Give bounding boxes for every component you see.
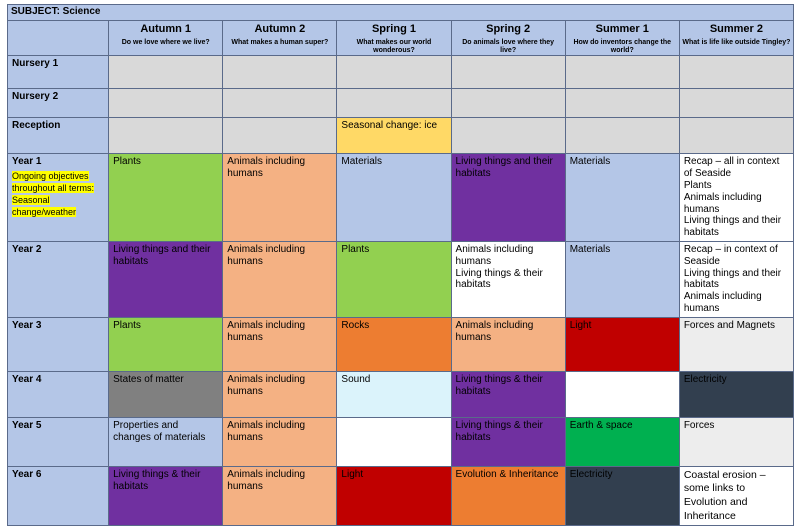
year-row bbox=[8, 466, 794, 526]
topic-cell bbox=[679, 89, 793, 118]
term-header bbox=[223, 21, 337, 56]
term-topic-question: What makes a human super? bbox=[231, 38, 329, 46]
topic-cell: Animals including humans Living things & their habitats bbox=[451, 241, 565, 317]
topic-cell: Light bbox=[565, 317, 679, 371]
topic-cell bbox=[109, 56, 223, 89]
topic-cell: Light bbox=[337, 466, 451, 526]
year-label: Year 5 bbox=[12, 419, 42, 431]
topic-cell bbox=[565, 371, 679, 417]
year-row bbox=[8, 417, 794, 466]
year-row bbox=[8, 118, 794, 154]
topic-cell: Living things and their habitats bbox=[109, 241, 223, 317]
term-topic-question: How do inventors change the world? bbox=[573, 38, 672, 54]
topic-cell bbox=[679, 118, 793, 154]
topic-cell bbox=[337, 417, 451, 466]
year-label-cell bbox=[8, 317, 109, 371]
topic-cell bbox=[223, 56, 337, 89]
topic-cell bbox=[223, 89, 337, 118]
term-topic-question: What makes our world wonderous? bbox=[356, 38, 432, 54]
topic-cell bbox=[109, 89, 223, 118]
science-curriculum-table bbox=[7, 4, 794, 526]
topic-cell: Materials bbox=[565, 241, 679, 317]
term-name: Summer 2 bbox=[709, 23, 764, 35]
year-label-cell bbox=[8, 417, 109, 466]
year-label-cell bbox=[8, 154, 109, 242]
topic-cell bbox=[679, 56, 793, 89]
topic-cell bbox=[565, 89, 679, 118]
topic-cell: Coastal erosion – some links to Evolution and Inheritance bbox=[679, 466, 793, 526]
year-label-cell bbox=[8, 466, 109, 526]
term-header bbox=[337, 21, 451, 56]
year-row bbox=[8, 154, 794, 242]
term-header bbox=[451, 21, 565, 56]
topic-cell: Animals including humans bbox=[223, 241, 337, 317]
ongoing-objectives-note: Ongoing objectives throughout all terms: Seasonal change/weather bbox=[12, 171, 95, 217]
year-row bbox=[8, 371, 794, 417]
topic-cell: Animals including humans bbox=[223, 371, 337, 417]
topic-cell: Forces and Magnets bbox=[679, 317, 793, 371]
term-name: Autumn 1 bbox=[140, 23, 192, 35]
topic-cell: Earth & space bbox=[565, 417, 679, 466]
topic-cell bbox=[337, 56, 451, 89]
year-row bbox=[8, 89, 794, 118]
term-topic-question: What is life like outside Tingley? bbox=[682, 38, 791, 46]
topic-cell bbox=[565, 118, 679, 154]
topic-cell: Evolution & Inheritance bbox=[451, 466, 565, 526]
topic-cell: Animals including humans bbox=[223, 466, 337, 526]
topic-cell bbox=[451, 56, 565, 89]
year-label: Year 6 bbox=[12, 468, 42, 480]
topic-cell: Sound bbox=[337, 371, 451, 417]
topic-cell: Plants bbox=[109, 317, 223, 371]
topic-cell: Animals including humans bbox=[223, 417, 337, 466]
term-topic-question: Do we love where we live? bbox=[121, 38, 210, 46]
topic-cell: Living things & their habitats bbox=[109, 466, 223, 526]
term-header bbox=[679, 21, 793, 56]
term-header bbox=[109, 21, 223, 56]
year-row bbox=[8, 241, 794, 317]
term-header-row bbox=[8, 21, 794, 56]
topic-cell: States of matter bbox=[109, 371, 223, 417]
topic-cell: Forces bbox=[679, 417, 793, 466]
term-name: Autumn 2 bbox=[254, 23, 306, 35]
term-header bbox=[565, 21, 679, 56]
term-name: Spring 2 bbox=[486, 23, 531, 35]
topic-cell: Living things & their habitats bbox=[451, 417, 565, 466]
topic-cell: Plants bbox=[337, 241, 451, 317]
subject-label: SUBJECT: Science bbox=[8, 5, 794, 21]
topic-cell bbox=[451, 118, 565, 154]
topic-cell bbox=[223, 118, 337, 154]
term-name: Spring 1 bbox=[371, 23, 416, 35]
year-label: Nursery 2 bbox=[12, 91, 59, 103]
topic-cell: Animals including humans bbox=[223, 154, 337, 242]
year-label: Nursery 1 bbox=[12, 58, 59, 70]
year-label-cell bbox=[8, 241, 109, 317]
topic-cell: Rocks bbox=[337, 317, 451, 371]
topic-cell: Materials bbox=[565, 154, 679, 242]
topic-cell: Seasonal change: ice bbox=[337, 118, 451, 154]
topic-cell: Properties and changes of materials bbox=[109, 417, 223, 466]
topic-cell: Recap – all in context of Seaside Plants Animals including humans Living things and their habitats bbox=[679, 154, 793, 242]
topic-cell: Living things & their habitats bbox=[451, 371, 565, 417]
subject-row bbox=[8, 5, 794, 21]
topic-cell bbox=[109, 118, 223, 154]
topic-cell: Electricity bbox=[565, 466, 679, 526]
topic-cell: Materials bbox=[337, 154, 451, 242]
year-label-cell bbox=[8, 118, 109, 154]
year-label: Year 2 bbox=[12, 243, 42, 255]
topic-cell: Plants bbox=[109, 154, 223, 242]
term-topic-question: Do animals love where they live? bbox=[462, 38, 555, 54]
year-row bbox=[8, 56, 794, 89]
year-label-cell bbox=[8, 371, 109, 417]
year-row bbox=[8, 317, 794, 371]
topic-cell: Living things and their habitats bbox=[451, 154, 565, 242]
topic-cell bbox=[337, 89, 451, 118]
year-label: Reception bbox=[12, 120, 61, 132]
topic-cell: Recap – in context of Seaside Living things and their habitats Animals including humans bbox=[679, 241, 793, 317]
topic-cell bbox=[565, 56, 679, 89]
header-corner bbox=[8, 21, 109, 56]
topic-cell bbox=[451, 89, 565, 118]
term-name: Summer 1 bbox=[595, 23, 649, 35]
year-label-cell bbox=[8, 89, 109, 118]
year-label-cell bbox=[8, 56, 109, 89]
year-label: Year 4 bbox=[12, 373, 42, 385]
topic-cell: Animals including humans bbox=[223, 317, 337, 371]
topic-cell: Electricity bbox=[679, 371, 793, 417]
topic-cell: Animals including humans bbox=[451, 317, 565, 371]
year-label: Year 1 bbox=[12, 156, 42, 168]
year-label: Year 3 bbox=[12, 319, 42, 331]
